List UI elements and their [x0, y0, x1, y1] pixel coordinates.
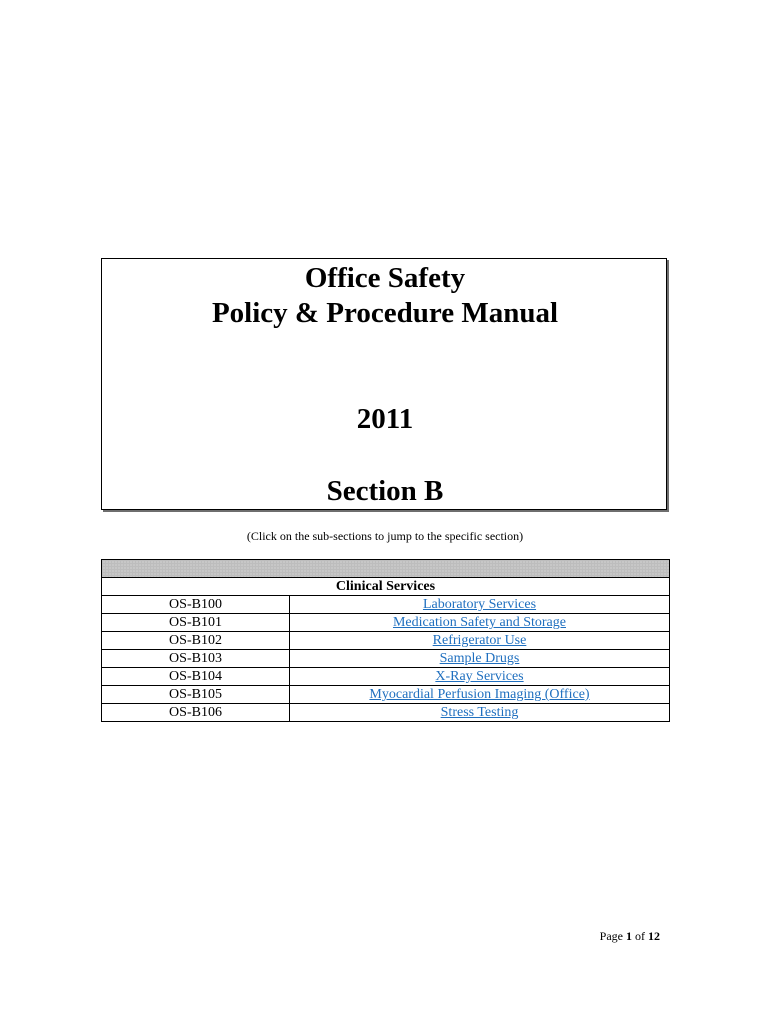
toc-heading: Clinical Services — [102, 578, 670, 596]
section-link[interactable]: Stress Testing — [440, 705, 519, 720]
section-link-cell — [290, 632, 670, 650]
section-link[interactable]: Medication Safety and Storage — [392, 615, 566, 630]
section-link[interactable]: Refrigerator Use — [432, 633, 527, 648]
total-pages: 12 — [648, 929, 660, 943]
section-link[interactable]: X-Ray Services — [435, 669, 524, 684]
page-number — [600, 929, 660, 944]
table-row — [102, 650, 670, 668]
section-link-cell — [290, 596, 670, 614]
section-link[interactable]: Laboratory Services — [422, 597, 537, 612]
table-row — [102, 686, 670, 704]
section-link-cell — [290, 686, 670, 704]
section-code: OS-B101 — [102, 614, 290, 632]
document-year: 2011 — [356, 403, 414, 435]
section-code: OS-B102 — [102, 632, 290, 650]
section-link-cell — [290, 650, 670, 668]
section-link[interactable]: Myocardial Perfusion Imaging (Office) — [369, 687, 590, 702]
section-code: OS-B106 — [102, 704, 290, 722]
section-code: OS-B105 — [102, 686, 290, 704]
section-code: OS-B103 — [102, 650, 290, 668]
toc-heading-row — [102, 578, 670, 596]
table-row — [102, 614, 670, 632]
toc-shaded-cell — [102, 560, 670, 578]
current-page: 1 — [626, 929, 632, 943]
title-box — [101, 258, 667, 510]
table-row — [102, 596, 670, 614]
toc-shaded-header-row — [102, 560, 670, 578]
page-label: Page — [599, 929, 623, 943]
table-row — [102, 668, 670, 686]
table-row — [102, 632, 670, 650]
document-subtitle: Policy & Procedure Manual — [211, 297, 559, 329]
section-link-cell — [290, 614, 670, 632]
section-code: OS-B104 — [102, 668, 290, 686]
section-code: OS-B100 — [102, 596, 290, 614]
section-link-cell — [290, 704, 670, 722]
section-link-cell — [290, 668, 670, 686]
section-title: Section B — [326, 475, 444, 507]
toc-table — [101, 559, 670, 722]
document-title: Office Safety — [304, 262, 466, 294]
section-link[interactable]: Sample Drugs — [439, 651, 520, 666]
table-row — [102, 704, 670, 722]
of-label: of — [635, 929, 645, 943]
navigation-note: (Click on the sub-sections to jump to the specific section) — [246, 529, 524, 543]
